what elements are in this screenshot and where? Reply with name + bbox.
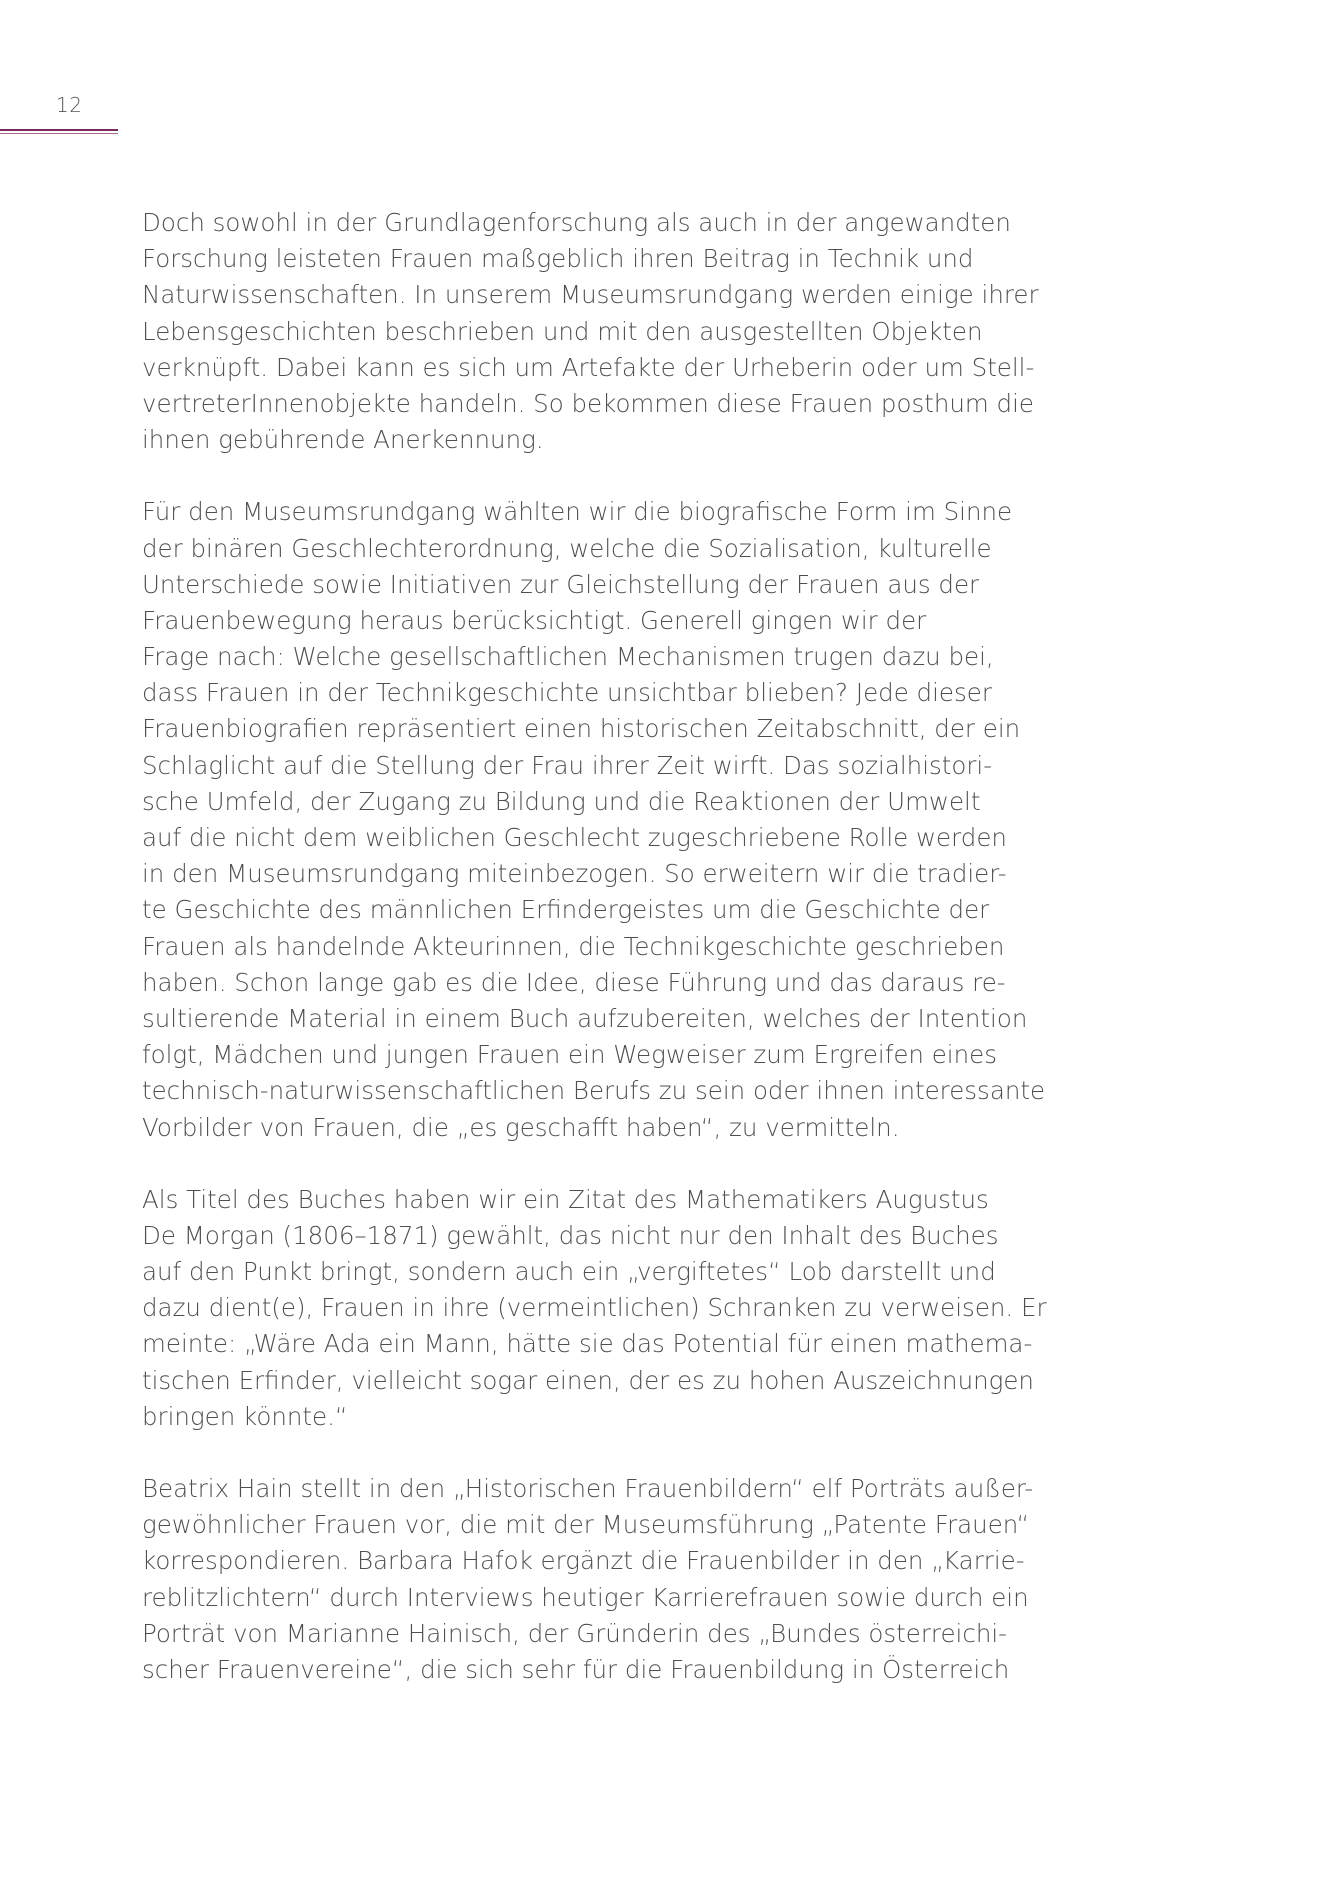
text-line: Doch sowohl in der Grundlagenforschung als auch in der angewandten bbox=[142, 208, 1011, 237]
text-line: reblitzlichtern“ durch Interviews heutiger Karrierefrauen sowie durch ein bbox=[142, 1582, 1029, 1612]
text-line: Als Titel des Buches haben wir ein Zitat des Mathematikers Augustus bbox=[142, 1184, 989, 1214]
text-line: vertreterInnenobjekte handeln. So bekommen diese Frauen posthum die bbox=[142, 388, 1034, 418]
text-line: sultierende Material in einem Buch aufzubereiten, welches der Intention bbox=[142, 1003, 1028, 1033]
paragraph-1 bbox=[142, 205, 1042, 458]
text-line: der binären Geschlechterordnung, welche die Sozialisation, kulturelle bbox=[142, 533, 992, 563]
paragraph-4 bbox=[142, 1471, 1042, 1688]
paragraph-2 bbox=[142, 494, 1046, 1145]
text-line: ihnen gebührende Anerkennung. bbox=[142, 425, 544, 455]
text-line: Frauenbewegung heraus berücksichtigt. Generell gingen wir der bbox=[142, 605, 927, 635]
body-text bbox=[142, 205, 1047, 1724]
text-line: korrespondieren. Barbara Hafok ergänzt die Frauenbilder in den „Karrie- bbox=[142, 1546, 1025, 1576]
header-rule-secondary bbox=[0, 133, 118, 134]
text-line: bringen könnte.“ bbox=[142, 1401, 348, 1431]
text-line: verknüpft. Dabei kann es sich um Artefakte der Urheberin oder um Stell- bbox=[142, 352, 1035, 382]
text-line: Schlaglicht auf die Stellung der Frau ihrer Zeit wirft. Das sozialhistori- bbox=[142, 750, 993, 780]
text-line: folgt, Mädchen und jungen Frauen ein Wegweiser zum Ergreifen eines bbox=[142, 1040, 997, 1070]
text-line: meinte: „Wäre Ada ein Mann, hätte sie das Potential für einen mathema- bbox=[142, 1329, 1033, 1359]
text-line: sche Umfeld, der Zugang zu Bildung und die Reaktionen der Umwelt bbox=[142, 786, 981, 816]
text-line: Lebensgeschichten beschrieben und mit den ausgestellten Objekten bbox=[142, 316, 983, 346]
text-line: Unterschiede sowie Initiativen zur Gleichstellung der Frauen aus der bbox=[142, 569, 980, 599]
text-line: gewöhnlicher Frauen vor, die mit der Museumsführung „Patente Frauen“ bbox=[142, 1510, 1030, 1540]
text-line: auf den Punkt bringt, sondern auch ein „vergiftetes“ Lob darstellt und bbox=[142, 1257, 996, 1287]
text-line: haben. Schon lange gab es die Idee, diese Führung und das daraus re- bbox=[142, 967, 1006, 997]
text-line: Frauen als handelnde Akteurinnen, die Technikgeschichte geschrieben bbox=[142, 931, 1005, 961]
text-line: te Geschichte des männlichen Erfindergeistes um die Geschichte der bbox=[142, 895, 990, 925]
text-line: Beatrix Hain stellt in den „Historischen Frauenbildern“ elf Porträts außer- bbox=[142, 1474, 1034, 1503]
text-line: tischen Erfinder, vielleicht sogar einen, der es zu hohen Auszeichnungen bbox=[142, 1365, 1034, 1395]
page-number: 12 bbox=[56, 93, 83, 117]
text-line: Frauenbiografien repräsentiert einen historischen Zeitabschnitt, der ein bbox=[142, 714, 1021, 744]
text-line: Naturwissenschaften. In unserem Museumsrundgang werden einige ihrer bbox=[142, 280, 1039, 310]
text-line: technisch-naturwissenschaftlichen Berufs zu sein oder ihnen interessante bbox=[142, 1076, 1046, 1106]
text-line: scher Frauenvereine“, die sich sehr für die Frauenbildung in Österreich bbox=[142, 1654, 1010, 1684]
text-line: Frage nach: Welche gesellschaftlichen Mechanismen trugen dazu bei, bbox=[142, 642, 994, 672]
text-line: auf die nicht dem weiblichen Geschlecht zugeschriebene Rolle werden bbox=[142, 823, 1007, 852]
text-line: dazu dient(e), Frauen in ihre (vermeintlichen) Schranken zu verweisen. Er bbox=[142, 1293, 1047, 1323]
text-line: Vorbilder von Frauen, die „es geschafft haben“, zu vermitteln. bbox=[142, 1112, 900, 1142]
text-line: in den Museumsrundgang miteinbezogen. So erweitern wir die tradier- bbox=[142, 859, 1007, 889]
text-line: dass Frauen in der Technikgeschichte unsichtbar blieben? Jede dieser bbox=[142, 678, 992, 708]
text-line: Für den Museumsrundgang wählten wir die biografische Form im Sinne bbox=[142, 497, 1013, 527]
text-line: De Morgan (1806–1871) gewählt, das nicht nur den Inhalt des Buches bbox=[142, 1220, 999, 1250]
header-rule bbox=[0, 129, 118, 131]
paragraph-3 bbox=[142, 1182, 1047, 1435]
text-line: Forschung leisteten Frauen maßgeblich ihren Beitrag in Technik und bbox=[142, 244, 974, 274]
text-line: Porträt von Marianne Hainisch, der Gründerin des „Bundes österreichi- bbox=[142, 1618, 1007, 1648]
